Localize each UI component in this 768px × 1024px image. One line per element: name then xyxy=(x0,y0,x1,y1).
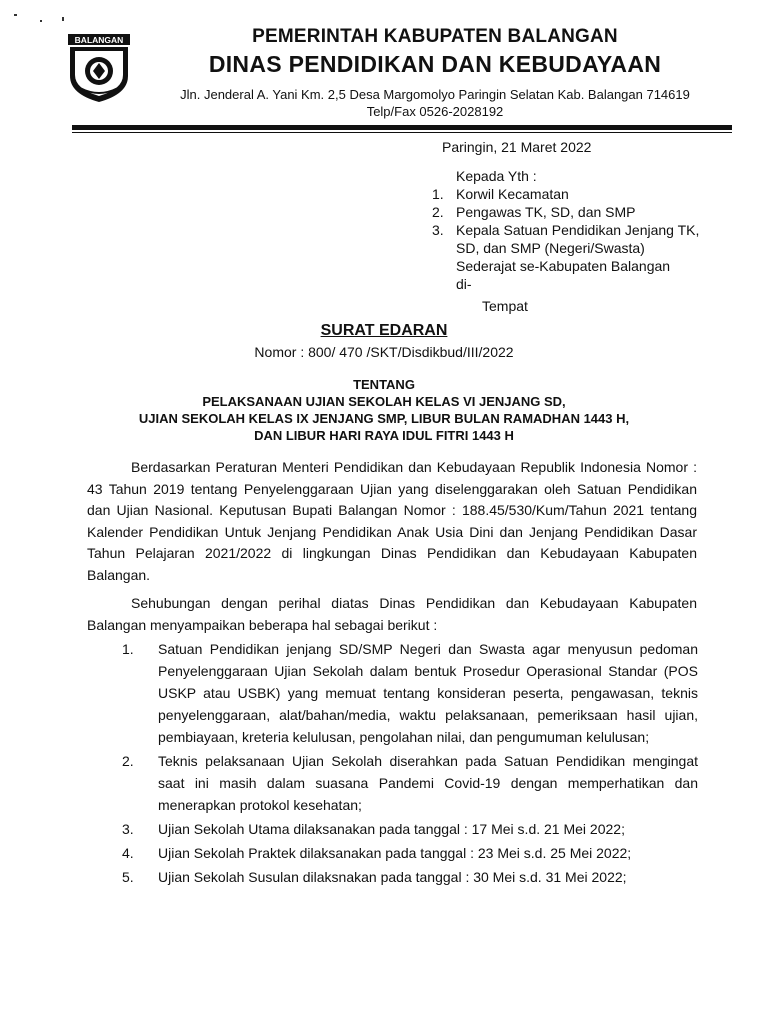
recipient-item xyxy=(432,221,706,275)
letter-date: Paringin, 21 Maret 2022 xyxy=(442,139,592,155)
points-list xyxy=(122,638,698,888)
subject-line: PELAKSANAAN UJIAN SEKOLAH KELAS VI JENJANG SD, xyxy=(202,394,566,409)
department-name: DINAS PENDIDIKAN DAN KEBUDAYAAN xyxy=(208,51,662,77)
subject-line: DAN LIBUR HARI RAYA IDUL FITRI 1443 H xyxy=(254,428,514,443)
logo-text: BALANGAN xyxy=(74,35,124,45)
paragraph-text: Berdasarkan Peraturan Menteri Pendidikan dan Kebudayaan Republik Indonesia Nomor : 43 Tahun 2019 tentang Penyelenggaraan Ujian yang diselenggarakan oleh Satuan Pendidikan dan Ujian Nasional. Keputusan Bupati Balangan Nomor : 188.45/530/Kum/Tahun 2021 tentang Kalender Pendidikan Untuk Jenjang Pendidikan Anak Usia Dini dan Jenjang Pendidikan Dasar Tahun Pelajaran 2021/2022 di lingkungan Dinas Pendidikan dan Kebudayaan Kabupaten Balangan. xyxy=(87,459,697,583)
scan-speck xyxy=(62,17,64,21)
point-text: Satuan Pendidikan jenjang SD/SMP Negeri dan Swasta agar menyusun pedoman Penyelenggaraan Ujian Sekolah dalam bentuk Prosedur Operasional Standar (POS USKP atau USBK) yang memuat tentang konsideran peserta, pengawasan, teknis penyelenggaraan, alat/bahan/media, waktu pelaksanaan, pemeriksaan hasil ujian, pembiayaan, kreteria kelulusan, pengolahan nilai, dan pengumuman kelulusan; xyxy=(158,641,698,745)
subject-line: UJIAN SEKOLAH KELAS IX JENJANG SMP, LIBUR BULAN RAMADHAN 1443 H, xyxy=(138,411,630,426)
recipients-block xyxy=(432,167,706,315)
point-text: Teknis pelaksanaan Ujian Sekolah diserahkan pada Satuan Pendidikan mengingat saat ini masih dalam suasana Pandemi Covid-19 dengan memperhatikan dan menerapkan protokol kesehatan; xyxy=(158,753,698,813)
letterhead-rule-thick xyxy=(72,125,732,130)
letterhead-rule-thin xyxy=(72,132,732,133)
circular-title: SURAT EDARAN xyxy=(320,322,448,339)
letterhead xyxy=(140,24,730,119)
point-item xyxy=(122,842,698,864)
point-item xyxy=(122,866,698,888)
recipient-number: 1. xyxy=(432,186,444,202)
point-number: 5. xyxy=(122,869,134,885)
point-text: Ujian Sekolah Susulan dilaksnakan pada tanggal : 30 Mei s.d. 31 Mei 2022; xyxy=(158,869,627,885)
regency-logo xyxy=(66,32,132,104)
recipient-text: Kepala Satuan Pendidikan Jenjang TK, SD, dan SMP (Negeri/Swasta) Sederajat se-Kabupaten Balangan xyxy=(456,222,700,274)
point-text: Ujian Sekolah Praktek dilaksanakan pada tanggal : 23 Mei s.d. 25 Mei 2022; xyxy=(158,845,632,861)
address: Jln. Jenderal A. Yani Km. 2,5 Desa Margomolyo Paringin Selatan Kab. Balangan 714619 xyxy=(180,87,690,102)
recipients-header: Kepada Yth : xyxy=(456,168,537,184)
recipient-number: 3. xyxy=(432,222,444,238)
point-text: Ujian Sekolah Utama dilaksanakan pada tanggal : 17 Mei s.d. 21 Mei 2022; xyxy=(158,821,625,837)
recipient-item xyxy=(432,203,706,221)
subject-block xyxy=(0,376,768,444)
circular-number: Nomor : 800/ 470 /SKT/Disdikbud/III/2022 xyxy=(254,344,514,360)
recipient-number: 2. xyxy=(432,204,444,220)
government-name: PEMERINTAH KABUPATEN BALANGAN xyxy=(252,26,618,47)
point-number: 2. xyxy=(122,753,134,769)
point-number: 3. xyxy=(122,821,134,837)
paragraph-intro xyxy=(87,593,697,636)
point-item xyxy=(122,750,698,816)
scan-speck xyxy=(14,14,17,16)
paragraph-basis xyxy=(87,457,697,586)
telfax: Telp/Fax 0526-2028192 xyxy=(366,104,504,119)
point-number: 1. xyxy=(122,641,134,657)
recipient-place: Tempat xyxy=(482,298,528,314)
recipient-di: di- xyxy=(456,276,472,292)
paragraph-text: Sehubungan dengan perihal diatas Dinas Pendidikan dan Kebudayaan Kabupaten Balangan menyampaikan beberapa hal sebagai berikut : xyxy=(87,595,697,633)
recipient-item xyxy=(432,185,706,203)
point-item xyxy=(122,818,698,840)
recipient-text: Korwil Kecamatan xyxy=(456,186,569,202)
scan-speck xyxy=(40,20,42,22)
point-number: 4. xyxy=(122,845,134,861)
recipient-text: Pengawas TK, SD, dan SMP xyxy=(456,204,636,220)
point-item xyxy=(122,638,698,748)
subject-tentang: TENTANG xyxy=(353,377,415,392)
